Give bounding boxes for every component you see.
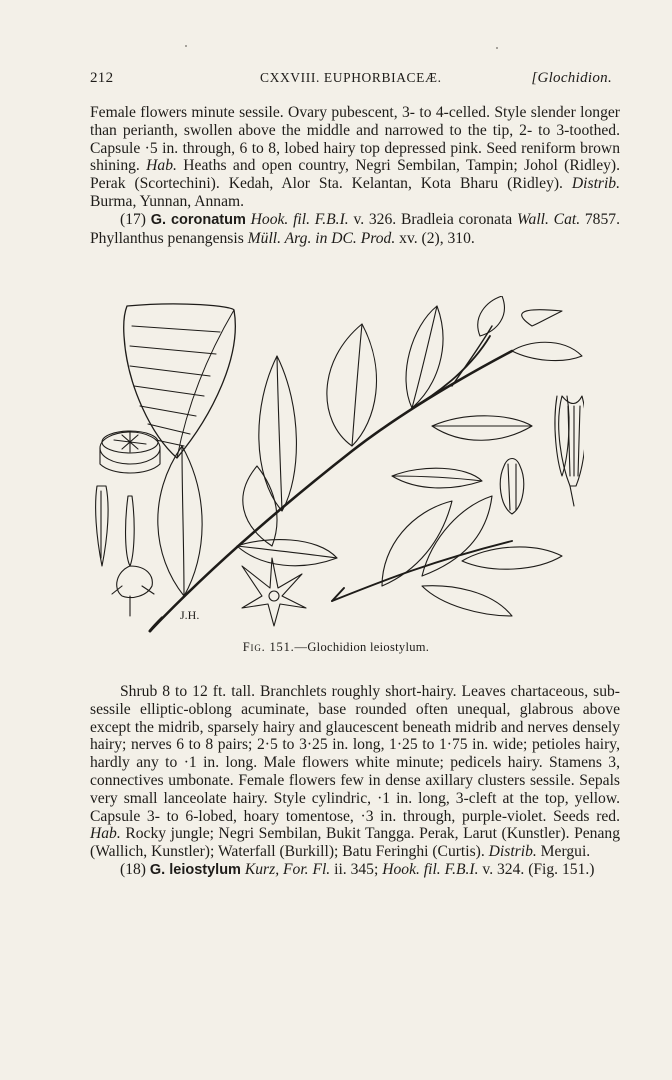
large-leaf-top-left [124, 304, 236, 458]
species-17-entry [90, 211, 620, 248]
species-18-entry [90, 861, 620, 880]
habitat-label: Hab. [90, 825, 121, 843]
page-speck [496, 47, 498, 49]
branch-leaves [158, 296, 582, 616]
botanical-illustration [92, 296, 584, 641]
synonym-reference: Müll. Arg. in DC. Prod. [247, 229, 396, 247]
synonym: Phyllanthus penangensis [90, 229, 244, 247]
synonym-reference: Wall. Cat. [516, 210, 581, 228]
habitat-label: Hab. [146, 157, 177, 175]
male-flower-drawing [555, 396, 584, 506]
fruit-cross-section [100, 431, 160, 473]
synonym-location: xv. (2), 310. [399, 229, 475, 247]
distribution-label: Distrib. [488, 843, 537, 861]
illustrator-initials: J.H. [180, 608, 200, 622]
figure-caption [0, 640, 672, 655]
synonym: Bradleia coronata [400, 210, 513, 228]
description-text: Female flowers minute sessile. Ovary pubescent, 3- to 4-celled. Style slender longer than perianth, swollen above the middle and narrowed to the tip, 2- to 3-toothed. Capsule ·5 in. through, 6 to 8, lobed hairy top depressed pink. Seed reniform brown shining. [90, 104, 620, 175]
reference: Hook. fil. F.B.I. [382, 860, 479, 878]
genus-header: [Glochidion. [531, 70, 612, 86]
species-number: (17) [120, 210, 146, 228]
capsule-drawing [500, 459, 523, 515]
figure-title: —Glochidion leiostylum. [294, 640, 430, 654]
description-text: Shrub 8 to 12 ft. tall. Branchlets roughly short-hairy. Leaves chartaceous, sub-sessile elliptic-oblong acuminate, base rounded often unequal, glabrous above except the midrib, sparsely hairy and glaucescent beneath midrib and nerves densely hairy; nerves 6 to 8 pairs; 2·5 to 3·25 in. long, 1·25 to 1·75 in. wide; petioles hairy, hardly any to ·1 in. long. Male flowers white minute; pedicels hairy. Stamens 3, connectives umbonate. Female flowers few in dense axillary clusters sessile. Sepals very small lanceolate hairy. Style cylindric, ·1 in. long, 3-cleft at the top, yellow. Capsule 3- to 6-lobed, hoary tomentose, ·3 in. through, purple-violet. Seeds red. [90, 683, 620, 825]
pistil-drawing [96, 486, 154, 616]
page-number: 212 [90, 70, 114, 86]
reference: Hook. fil. F.B.I. [250, 210, 349, 228]
reference-location: v. 324. (Fig. 151.) [482, 860, 595, 878]
figure-number: Fig. 151. [242, 640, 295, 654]
species-name: G. coronatum [150, 211, 246, 228]
habitat-text: Rocky jungle; Negri Sembilan, Bukit Tangga. Perak, Larut (Kunstler). Penang (Wallich, Kunstler); Waterfall (Burkill); Batu Feringhi (Curtis). [90, 825, 620, 861]
species-number: (18) [120, 860, 146, 878]
distribution-label: Distrib. [571, 175, 620, 193]
secondary-branch [332, 541, 512, 601]
star-flower-drawing [242, 558, 306, 626]
paragraph-g-species-16-end [90, 104, 620, 247]
synonym-location: 7857. [584, 210, 620, 228]
reference-location: v. 326. [353, 210, 397, 228]
reference-location: ii. 345; [334, 860, 379, 878]
female-flowers-paragraph [90, 104, 620, 211]
main-branch [150, 351, 512, 631]
reference: Kurz, For. Fl. [244, 860, 331, 878]
paragraph-g-species-17-description [90, 683, 620, 880]
habitat-text: Heaths and open country, Negri Sembilan, Tampin; Johol (Ridley). Perak (Scortechini). Kedah, Alor Sta. Kelantan, Kota Bharu (Ridley). [90, 157, 621, 193]
section-title: CXXVIII. EUPHORBIACEÆ. [260, 70, 442, 85]
species-name: G. leiostylum [149, 861, 241, 878]
page-speck [185, 45, 187, 47]
distribution-text: Burma, Yunnan, Annam. [90, 192, 245, 210]
running-header [90, 70, 612, 92]
distribution-text: Mergui. [540, 843, 591, 861]
description-paragraph [90, 683, 620, 861]
